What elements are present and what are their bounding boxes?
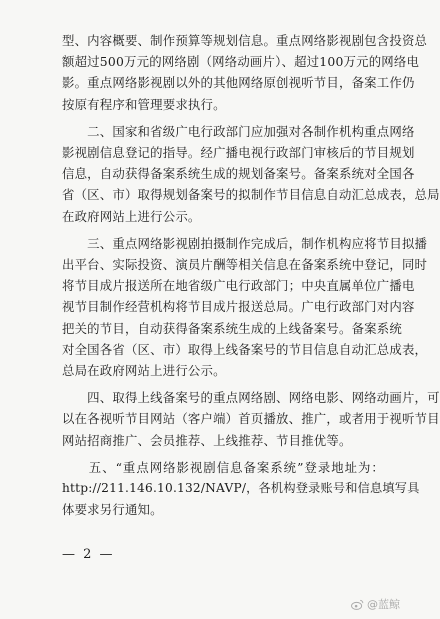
watermark	[351, 596, 400, 612]
text-line: 额超过500万元的网络剧（网络动画片）、超过100万元的网络电	[62, 54, 420, 70]
page-number: — 2 —	[62, 547, 115, 562]
text-line: 影视剧信息登记的指导。经广播电视行政部门审核后的节目规划	[62, 145, 415, 161]
watermark-text: @蓝鲸	[367, 598, 400, 611]
text-line: 在政府网站上进行公示。	[62, 208, 201, 224]
weibo-icon	[351, 599, 364, 610]
paragraph	[62, 387, 440, 451]
paragraph	[62, 121, 440, 227]
paragraph	[62, 457, 420, 521]
text-line: http://211.146.10.132/NAVP/，各机构登录账号和信息填写具	[62, 481, 420, 496]
text-line: 把关的节目，自动获得备案系统生成的上线备案号。备案系统	[62, 320, 402, 336]
text-line: 以在各视听节目网站（客户端）首页播放、推广，或者用于视听节目	[62, 411, 440, 427]
text-line: 三、重点网络影视剧拍摄制作完成后，制作机构应将节目拟播	[62, 235, 428, 251]
text-line: 影。重点网络影视剧以外的其他网络原创视听节目，备案工作仍	[62, 75, 415, 91]
text-line: 二、国家和省级广电行政部门应加强对各制作机构重点网络	[62, 123, 415, 139]
paragraph	[62, 30, 428, 115]
text-line: 将节目成片报送所在地省级广电行政部门；中央直属单位广播电	[62, 278, 415, 294]
text-line: 对全国各省（区、市）取得上线备案号的节目信息自动汇总成表，	[62, 341, 428, 357]
text-line: 出平台、实际投资、演员片酬等相关信息在备案系统中登记，同时	[62, 257, 428, 273]
paragraph	[62, 233, 428, 381]
text-line: 网站招商推广、会员推荐、上线推荐、节目推优等。	[62, 432, 352, 448]
text-line: 四、取得上线备案号的重点网络剧、网络电影、网络动画片，可	[62, 390, 440, 406]
text-line: 省（区、市）取得规划备案号的拟制作节目信息自动汇总成表，总局	[62, 187, 440, 203]
text-line: 体要求另行通知。	[62, 502, 163, 518]
text-line: 按原有程序和管理要求执行。	[62, 96, 226, 112]
text-line: 视节目制作经营机构将节目成片报送总局。广电行政部门对内容	[62, 299, 415, 315]
document-body	[62, 30, 440, 526]
text-line: 型、内容概要、制作预算等规划信息。重点网络影视剧包含投资总	[62, 33, 428, 48]
text-line: 五、“重点网络影视剧信息备案系统”登录地址为：	[62, 459, 384, 475]
text-line: 总局在政府网站上进行公示。	[62, 363, 226, 379]
text-line: 信息，自动获得备案系统生成的规划备案号。备案系统对全国各	[62, 166, 415, 182]
